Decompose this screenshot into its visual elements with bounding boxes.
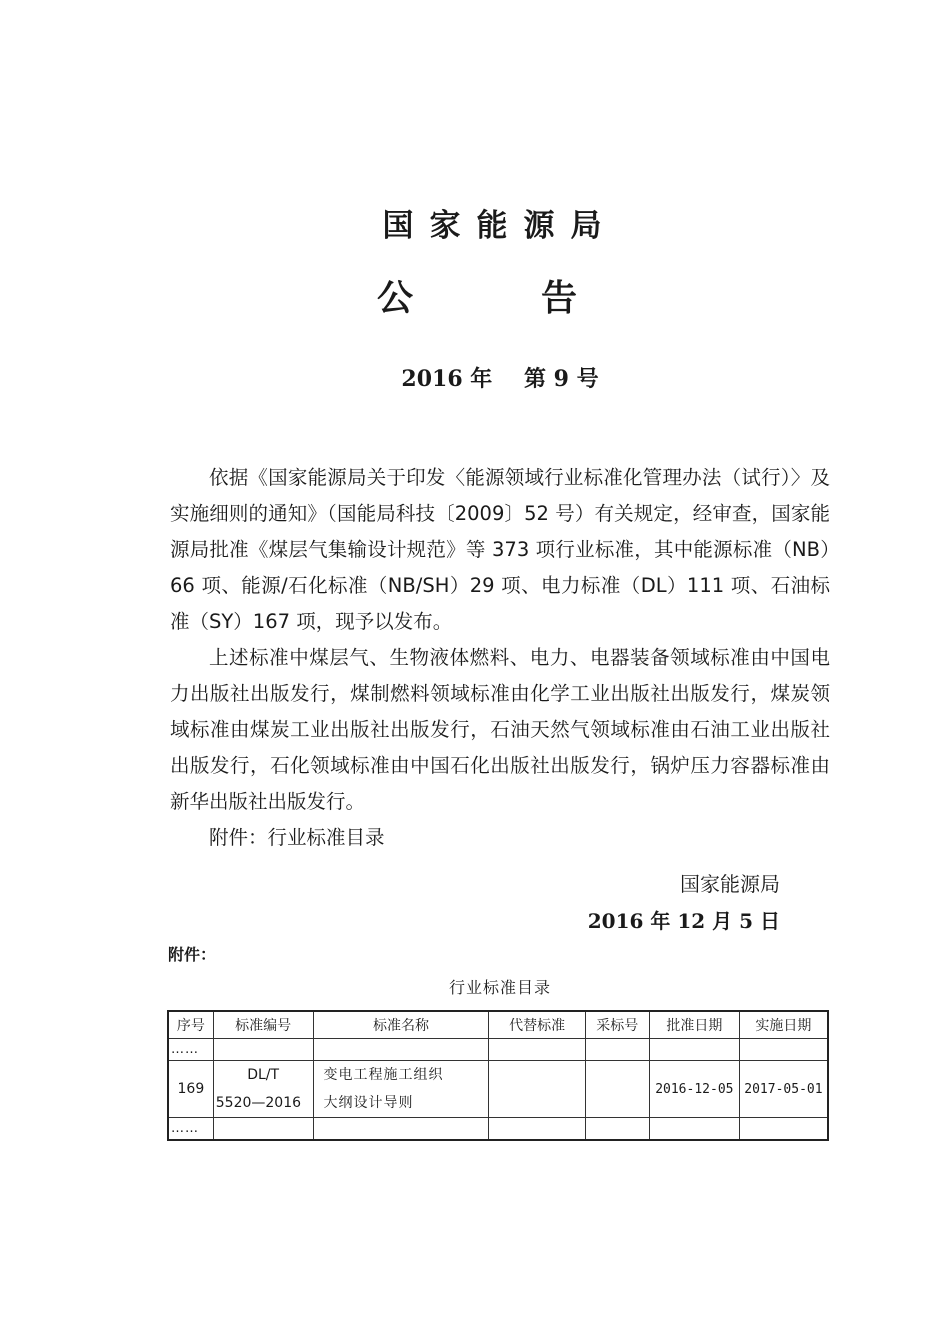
row-name-line2: 大纲设计导则: [323, 1095, 414, 1111]
announcement-body: [170, 460, 830, 856]
header-no: 序号: [168, 1011, 213, 1039]
row-approved: 2016-12-05: [649, 1061, 739, 1118]
ellipsis-cell: ……: [168, 1118, 213, 1140]
header-code: 标准编号: [213, 1011, 313, 1039]
header-approved: 批准日期: [649, 1011, 739, 1039]
issue-number: [0, 362, 950, 393]
row-code: [213, 1061, 313, 1118]
table-row: [168, 1061, 828, 1118]
body-paragraph-2: 上述标准中煤层气、生物液体燃料、电力、电器装备领域标准由中国电力出版社出版发行，煤制燃料领域标准由化学工业出版社出版发行，煤炭领域标准由煤炭工业出版社出版发行，石油天然气领域标准由石油工业出版社出版发行，石化领域标准由中国石化出版社出版发行，锅炉压力容器标准由新华出版社出版发行。: [170, 646, 830, 813]
issue-year: 2016 年: [401, 366, 493, 392]
signature-org: 国家能源局: [680, 872, 780, 896]
row-no: 169: [168, 1061, 213, 1118]
row-name: [313, 1061, 489, 1118]
row-code-line2: 5520—2016: [215, 1095, 302, 1111]
header-replaces: 代替标准: [489, 1011, 585, 1039]
row-replaces: [489, 1061, 585, 1118]
table-row-ellipsis: [168, 1118, 828, 1140]
attachment-label: 附件：: [168, 945, 217, 964]
issuer-title: 国家能源局: [382, 208, 618, 244]
standards-table: [167, 1010, 829, 1141]
header-name: 标准名称: [313, 1011, 489, 1039]
row-code-line1: DL/T: [247, 1067, 280, 1083]
document-type-title: 公 告: [376, 278, 623, 319]
ellipsis-cell: ……: [168, 1039, 213, 1061]
row-name-line1: 变电工程施工组织: [323, 1067, 444, 1083]
signature-date: 2016 年 12 月 5 日: [587, 909, 780, 933]
row-implemented: 2017-05-01: [739, 1061, 828, 1118]
table-header-row: [168, 1011, 828, 1039]
row-adopt: [585, 1061, 649, 1118]
table-row-ellipsis: [168, 1039, 828, 1061]
header-adopt: 采标号: [585, 1011, 649, 1039]
body-attachment-note: 附件：行业标准目录: [209, 826, 385, 849]
header-implemented: 实施日期: [739, 1011, 828, 1039]
issue-no: 第 9 号: [523, 366, 599, 392]
body-paragraph-1: 依据《国家能源局关于印发〈能源领域行业标准化管理办法（试行）〉及实施细则的通知》（国能局科技〔2009〕52 号）有关规定，经审查，国家能源局批准《煤层气集输设计规范》等 373 项行业标准，其中能源标准（NB）66 项、能源/石化标准（NB/SH）29 项、电力标准（DL）111 项、石油标准（SY）167 项，现予以发布。: [170, 466, 830, 633]
table-title: 行业标准目录: [448, 978, 551, 997]
